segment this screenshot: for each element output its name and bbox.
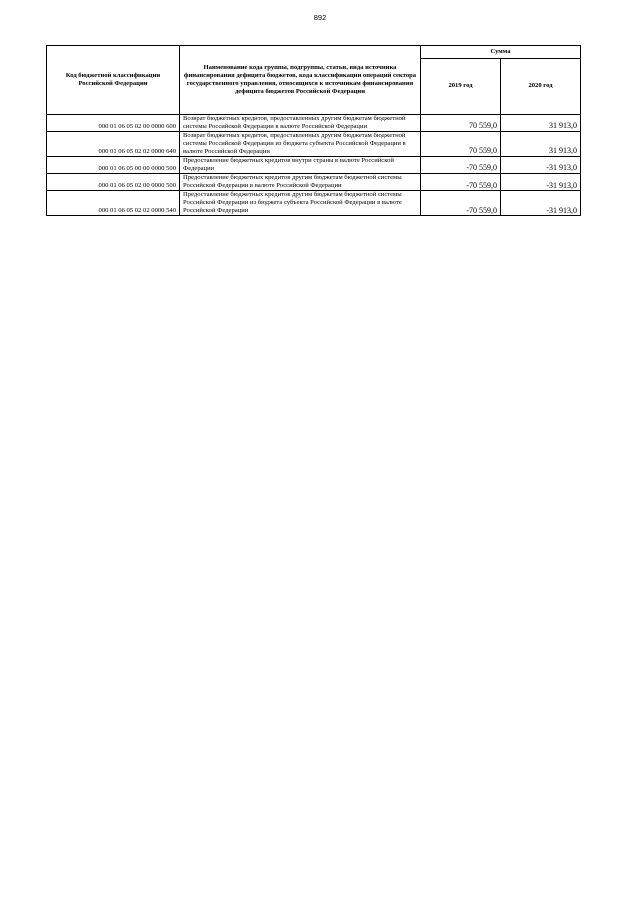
- operation-name-cell: Предоставление бюджетных кредитов другим бюджетам бюджетной системы Российской Федерации в валюте Российской Федерации: [180, 174, 421, 191]
- budget-code-cell: 000 01 06 05 02 02 0000 640: [47, 132, 180, 157]
- table-row: [47, 132, 581, 157]
- budget-code-cell: 000 01 06 05 00 00 0000 500: [47, 157, 180, 174]
- table-row: [47, 191, 581, 216]
- name-column-header: Наименование кода группы, подгруппы, статьи, вида источника финансирования дефицита бюджетов, кода классификации операций сектора государственного управления, относящихся к источникам финансирования дефицита бюджетов Российской Федерации: [180, 46, 421, 115]
- amount-2020-cell: -31 913,0: [501, 191, 581, 216]
- amount-2020-cell: 31 913,0: [501, 115, 581, 132]
- sum-column-header: Сумма: [421, 46, 581, 59]
- amount-2020-cell: 31 913,0: [501, 132, 581, 157]
- year-2019-column-header: 2019 год: [421, 59, 501, 115]
- amount-2020-cell: -31 913,0: [501, 157, 581, 174]
- amount-2019-cell: -70 559,0: [421, 174, 501, 191]
- operation-name-cell: Предоставление бюджетных кредитов другим бюджетам бюджетной системы Российской Федерации из бюджета субъекта Российской Федерации в валюте Российской Федерации: [180, 191, 421, 216]
- operation-name-cell: Возврат бюджетных кредитов, предоставленных другим бюджетам бюджетной системы Российской Федерации из бюджета субъекта Российской Федерации в валюте Российской Федерации: [180, 132, 421, 157]
- table-row: [47, 174, 581, 191]
- budget-sources-table: [46, 45, 581, 216]
- amount-2019-cell: -70 559,0: [421, 191, 501, 216]
- code-column-header: Код бюджетной классификации Российской Федерации: [47, 46, 180, 115]
- amount-2020-cell: -31 913,0: [501, 174, 581, 191]
- budget-code-cell: 000 01 06 05 02 00 0000 500: [47, 174, 180, 191]
- table-row: [47, 157, 581, 174]
- amount-2019-cell: 70 559,0: [421, 132, 501, 157]
- operation-name-cell: Возврат бюджетных кредитов, предоставленных другим бюджетам бюджетной системы Российской Федерации в валюте Российской Федерации: [180, 115, 421, 132]
- year-2020-column-header: 2020 год: [501, 59, 581, 115]
- table-row: [47, 115, 581, 132]
- page-number: 892: [313, 13, 327, 22]
- budget-code-cell: 000 01 06 05 02 02 0000 540: [47, 191, 180, 216]
- table-header-row: [47, 46, 581, 59]
- budget-code-cell: 000 01 06 05 02 00 0000 600: [47, 115, 180, 132]
- amount-2019-cell: 70 559,0: [421, 115, 501, 132]
- amount-2019-cell: -70 559,0: [421, 157, 501, 174]
- operation-name-cell: Предоставление бюджетных кредитов внутри страны в валюте Российской Федерации: [180, 157, 421, 174]
